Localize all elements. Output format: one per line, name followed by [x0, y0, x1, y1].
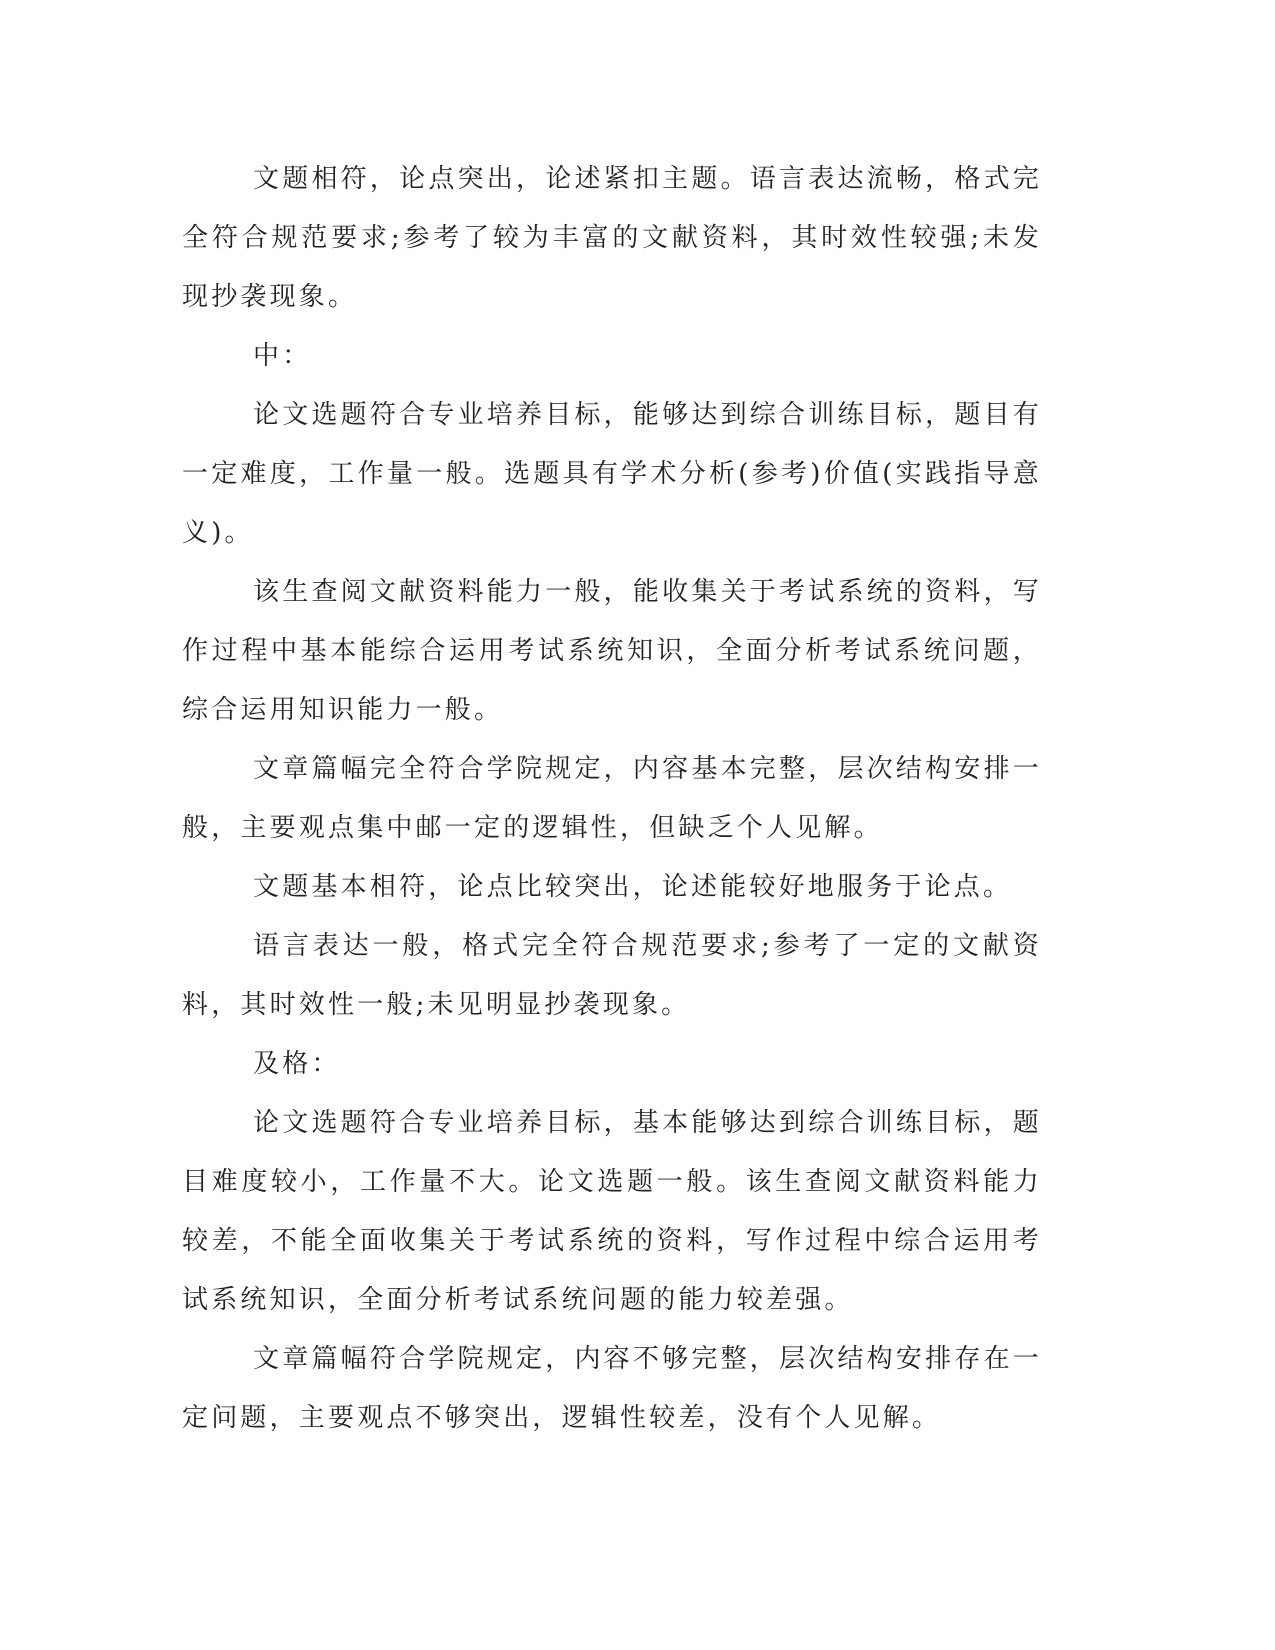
- paragraph-pass-structure: 文章篇幅符合学院规定，内容不够完整，层次结构安排存在一定问题，主要观点不够突出，逻辑性较差，没有个人见解。: [182, 1344, 1042, 1433]
- paragraph-medium-topic: 论文选题符合专业培养目标，能够达到综合训练目标，题目有一定难度，工作量一般。选题具有学术分析(参考)价值(实践指导意义)。: [182, 400, 1042, 548]
- document-body: [182, 150, 1042, 1448]
- grade-heading-medium: 中：: [253, 341, 312, 371]
- paragraph-medium-structure: 文章篇幅完全符合学院规定，内容基本完整，层次结构安排一般，主要观点集中邮一定的逻辑性，但缺乏个人见解。: [182, 754, 1042, 843]
- paragraph-pass-topic: 论文选题符合专业培养目标，基本能够达到综合训练目标，题目难度较小，工作量不大。论文选题一般。该生查阅文献资料能力较差，不能全面收集关于考试系统的资料，写作过程中综合运用考试系统知识，全面分析考试系统问题的能力较差强。: [182, 1108, 1042, 1315]
- paragraph-medium-language: 语言表达一般，格式完全符合规范要求;参考了一定的文献资料，其时效性一般;未见明显抄袭现象。: [182, 931, 1042, 1020]
- paragraph-evaluation-good-continued: 文题相符，论点突出，论述紧扣主题。语言表达流畅，格式完全符合规范要求;参考了较为丰富的文献资料，其时效性较强;未发现抄袭现象。: [182, 164, 1042, 312]
- paragraph-medium-argument: 文题基本相符，论点比较突出，论述能较好地服务于论点。: [253, 872, 1013, 902]
- paragraph-medium-research: 该生查阅文献资料能力一般，能收集关于考试系统的资料，写作过程中基本能综合运用考试系统知识，全面分析考试系统问题，综合运用知识能力一般。: [182, 577, 1042, 725]
- grade-heading-pass: 及格：: [253, 1049, 341, 1079]
